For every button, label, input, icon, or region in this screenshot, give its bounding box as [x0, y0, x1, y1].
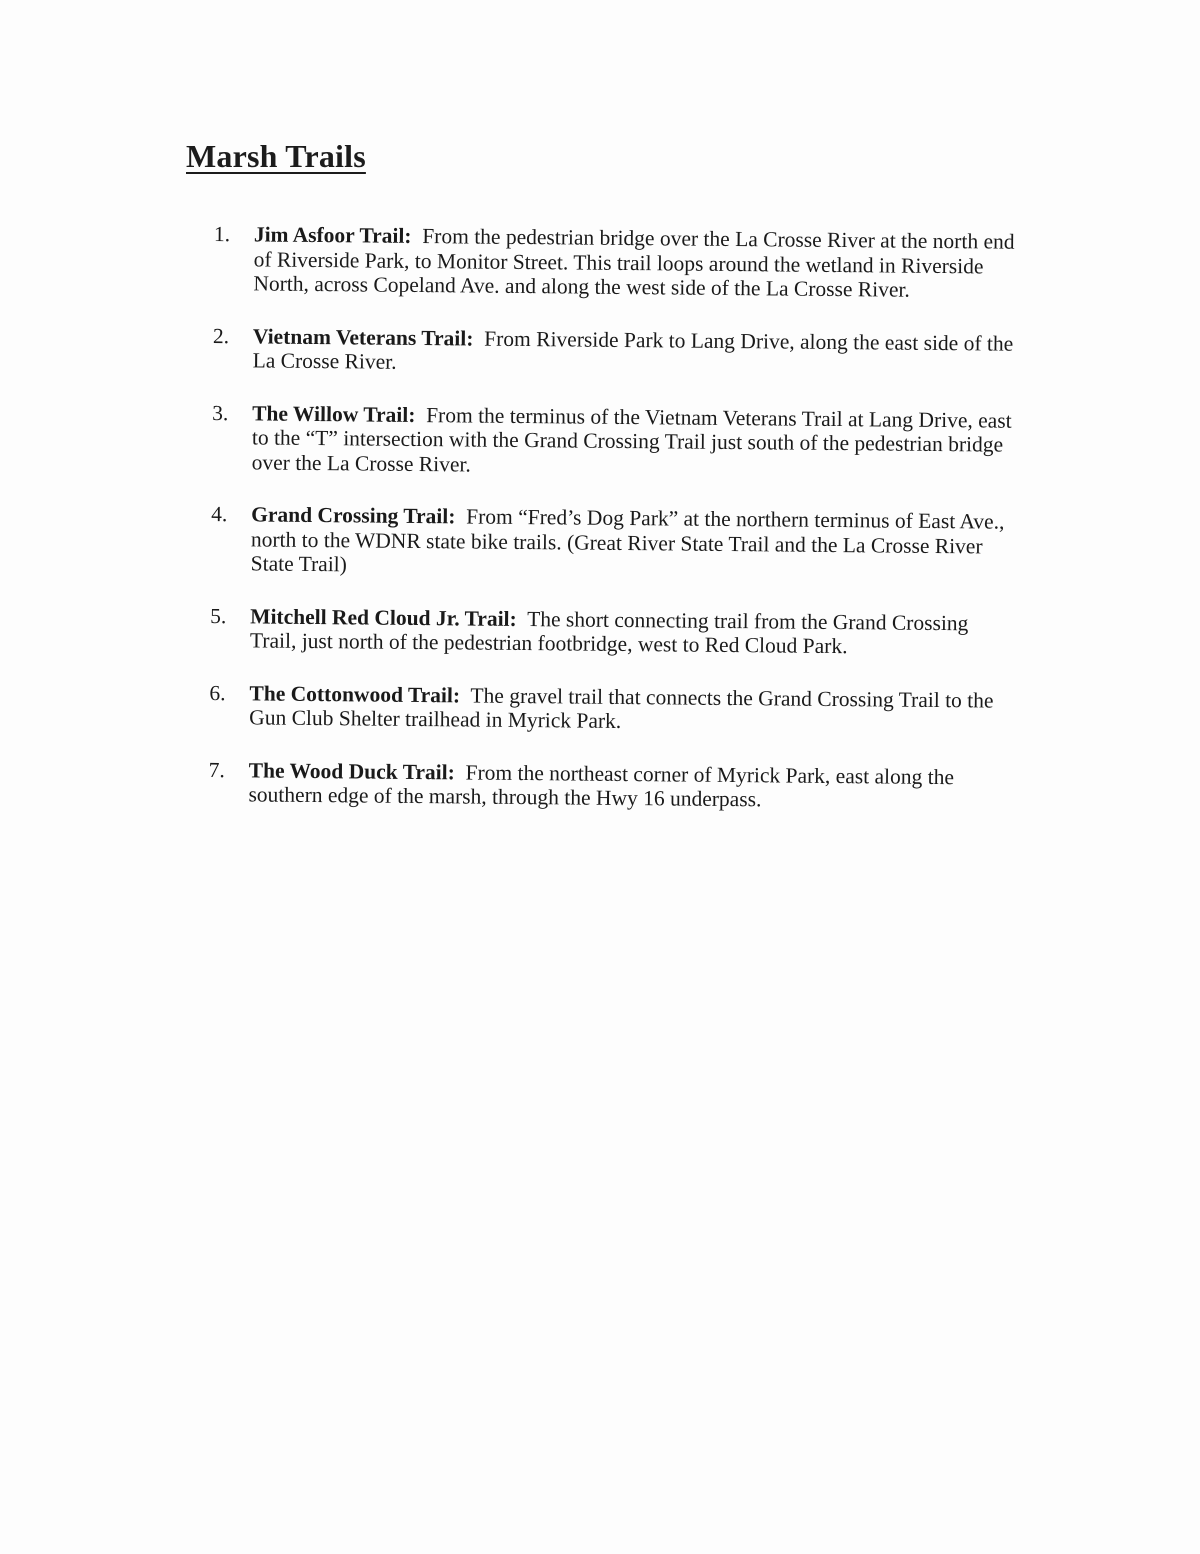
- list-number: 3.: [212, 400, 229, 425]
- list-number: 4.: [211, 502, 228, 527]
- trail-name: The Cottonwood Trail:: [249, 680, 461, 707]
- trail-description: From “Fred’s Dog Park” at the northern terminus of East Ave., north to the WDNR state bike trails. (Great River State Trail and the La Crosse River State Trail): [250, 504, 1005, 577]
- trail-name: The Wood Duck Trail:: [248, 757, 455, 784]
- trail-name: The Willow Trail:: [252, 400, 416, 427]
- trail-description: From the pedestrian bridge over the La Crosse River at the north end of Riverside Park, to Monitor Street. This trail loops around the wetland in Riverside North, across Copeland Ave. and along the west side of the La Crosse River.: [253, 224, 1015, 302]
- list-number: 6.: [209, 680, 226, 705]
- list-item: [207, 502, 1018, 583]
- list-number: 5.: [210, 603, 227, 628]
- trail-name: Grand Crossing Trail:: [251, 502, 456, 529]
- trail-description: From the northeast corner of Myrick Park, east along the southern edge of the marsh, through the Hwy 16 underpass.: [248, 759, 955, 812]
- list-item: [209, 222, 1020, 303]
- trail-name: Jim Asfoor Trail:: [253, 222, 412, 248]
- list-number: 2.: [212, 323, 230, 348]
- trail-description: From Riverside Park to Lang Drive, along the east side of the La Crosse River.: [252, 326, 1014, 374]
- trail-description: From the terminus of the Vietnam Veterans Trail at Lang Drive, east to the “T” intersection with the Grand Crossing Trail just south of the pedestrian bridge over the La Crosse River.: [251, 402, 1012, 477]
- list-item: [206, 603, 1016, 660]
- trail-description: The gravel trail that connects the Grand Crossing Trail to the Gun Club Shelter trailhead in Myrick Park.: [249, 683, 994, 733]
- trail-description: The short connecting trail from the Grand Crossing Trail, just north of the pedestrian footbridge, west to Red Cloud Park.: [249, 606, 969, 659]
- trail-name: Vietnam Veterans Trail:: [252, 323, 474, 351]
- list-item: [209, 323, 1019, 380]
- list-item: [205, 680, 1015, 737]
- list-number: 7.: [208, 757, 225, 782]
- list-item: [204, 757, 1014, 814]
- trail-name: Mitchell Red Cloud Jr. Trail:: [250, 603, 517, 631]
- trail-list: [204, 222, 1020, 842]
- list-item: [208, 400, 1019, 481]
- list-number: 1.: [213, 222, 231, 247]
- page-title: Marsh Trails: [186, 138, 366, 174]
